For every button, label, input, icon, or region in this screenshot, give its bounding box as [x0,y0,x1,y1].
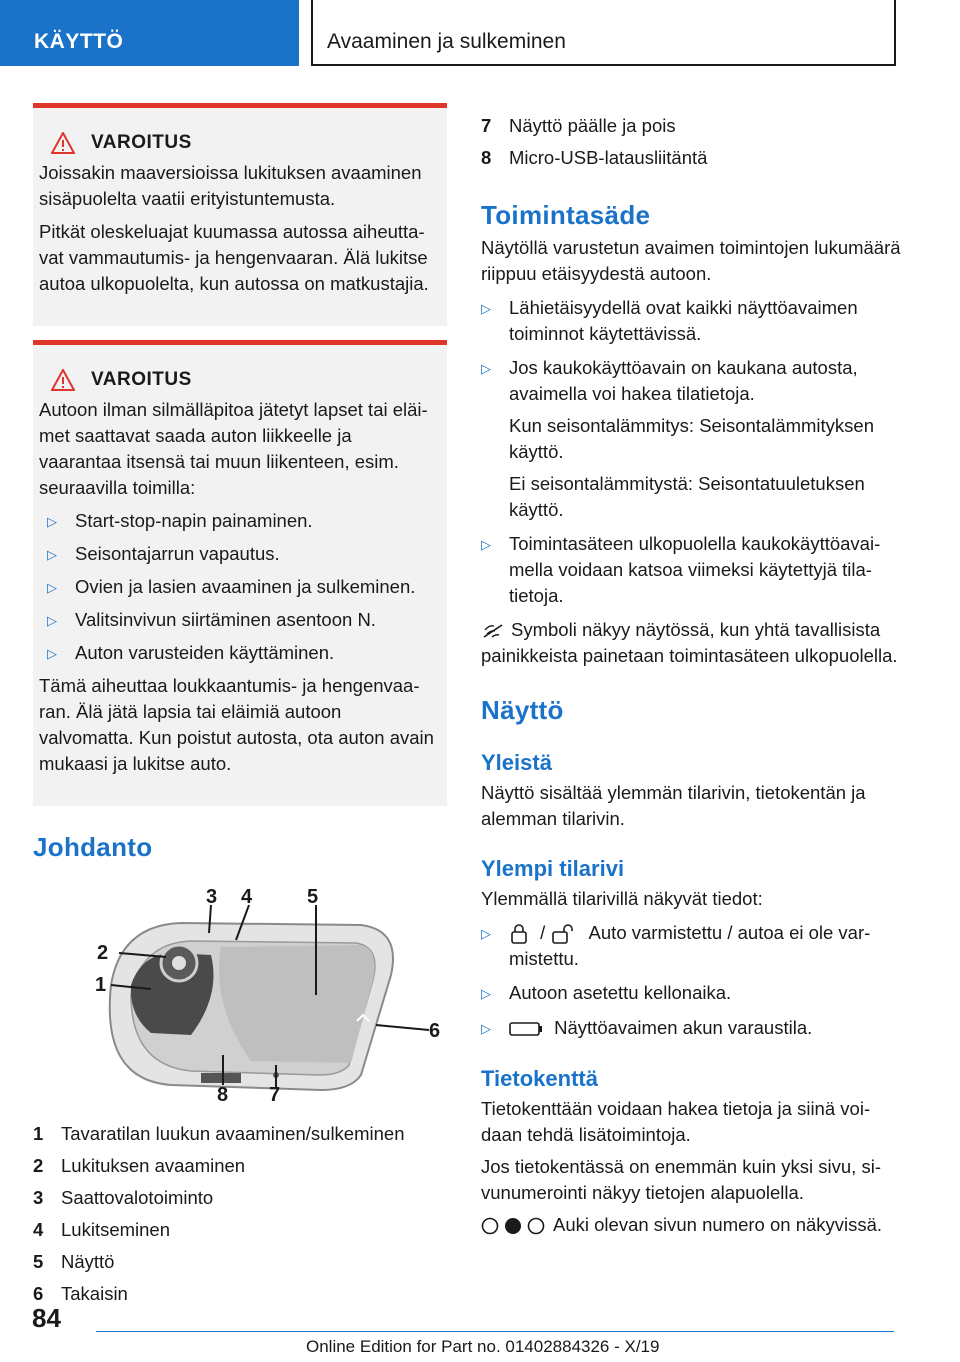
callout-7: 7 [269,1084,281,1103]
subheading-info-field: Tietokenttä [481,1066,598,1091]
triangle-bullet-icon: ▷ [481,361,491,376]
general-text: Näyttö sisältää ylemmän tilarivin, tietokentän ja alemman tilarivin. [481,782,866,829]
warning-box-2 [33,340,447,806]
page-dots-icon [481,1216,547,1236]
right-column [481,110,901,1238]
legend-item: 8 Micro-USB-latausliitäntä [481,147,708,168]
list-item: ▷ Toimintasäteen ulkopuolella kaukokäyttöavaimella voidaan katsoa viimeksi käytettyjä tilatietoja. [481,531,901,609]
legend-item: 1 Tavaratilan luukun avaaminen/sulkeminen [33,1123,405,1144]
triangle-bullet-icon: ▷ [481,1021,491,1036]
warning-triangle-icon [51,132,75,154]
upper-intro: Ylemmällä tilarivillä näkyvät tiedot: [481,888,763,909]
footer-edition: Online Edition for Part no. 01402884326 - X/19 [306,1337,660,1356]
warning-text: Joissakin maaversioissa lukituksen avaaminen sisäpuolelta vaatii erityistuntemusta. [39,162,422,209]
warning-text: Tämä aiheuttaa loukkaantumis- ja hengenvaaran. Älä jätä lapsia tai eläimiä autoon valvomatta. Kun poistut autosta, ota auton avain mukaasi ja lukitse auto. [39,675,434,774]
list-item: ▷ Jos kaukokäyttöavain on kaukana autosta, avaimella voi hakea tilatietoja. Kun seisontalämmitys: Seisontalämmityksen käyttö. Ei seisontalämmitystä: Seisontatuuletuksen käyttö. [481,355,901,523]
section-heading-display: Näyttö [481,695,564,725]
list-item: ▷ / Auto varmistettu / autoa ei ole varmistettu. [481,920,901,972]
list-item: ▷ Auton varusteiden käyttäminen. [47,640,439,667]
callout-8: 8 [217,1084,229,1103]
callout-6: 6 [429,1020,441,1042]
battery-icon [509,1021,543,1037]
callout-3: 3 [206,886,218,908]
list-item: ▷ Seisontajarrun vapautus. [47,541,439,568]
unlocked-icon [550,923,578,945]
callout-1: 1 [95,974,107,996]
key-illustration [110,923,393,1090]
legend-item: 5 Näyttö [33,1251,115,1272]
page-header [0,0,960,66]
warning-triangle-icon [51,369,75,391]
triangle-bullet-icon: ▷ [481,301,491,316]
range-list [481,295,901,609]
section-heading-intro: Johdanto [33,832,153,862]
field-text: Tietokenttään voidaan hakea tietoja ja siinä voidaan tehdä lisätoimintoja. [481,1098,871,1145]
symbol-note: Symboli näkyy näytössä, kun yhtä tavallisista painikkeista painetaan toimintasäteen ulkopuolella. [481,619,898,666]
list-item: ▷ Ovien ja lasien avaaminen ja sulkeminen. [47,574,439,601]
legend-list-right [481,110,901,174]
range-sub-text: Ei seisontalämmitystä: Seisontatuuletuksen käyttö. [509,473,865,520]
left-column [33,103,447,1310]
subheading-upper-status: Ylempi tilarivi [481,856,625,881]
section-tab: KÄYTTÖ [0,0,299,66]
triangle-bullet-icon: ▷ [47,580,57,595]
display-key-figure [61,885,445,1103]
page-number: 84 [32,1303,61,1333]
triangle-bullet-icon: ▷ [47,613,57,628]
warning-text: Autoon ilman silmälläpitoa jätetyt lapset tai eläimet saattavat saada auton liikkeelle ja vaarantaa itsensä tai muun liikenteen, esim. seuraavilla toimilla: [39,399,428,498]
legend-list-left [33,1118,447,1310]
warning-title: VAROITUS [91,132,192,153]
callout-4: 4 [241,886,253,908]
page-indicator-note: Auki olevan sivun numero on näkyvissä. [481,1212,901,1238]
triangle-bullet-icon: ▷ [481,986,491,1001]
locked-icon [509,923,529,945]
range-intro: Näytöllä varustetun avaimen toimintojen lukumäärä riippuu etäisyydestä autoon. [481,237,901,284]
list-item: ▷ Start-stop-napin painaminen. [47,508,439,535]
callout-2: 2 [97,942,109,964]
warning-text: Pitkät oleskeluajat kuumassa autossa aiheuttavat vammautumis- ja hengenvaaran. Älä lukitse autoa ulkopuolelta, kun autossa on matkustajia. [39,221,429,294]
warning-list [39,508,439,667]
triangle-bullet-icon: ▷ [47,514,57,529]
warning-title: VAROITUS [91,369,192,390]
chapter-title: Avaaminen ja sulkeminen [311,0,896,66]
list-item: ▷ Autoon asetettu kellonaika. [481,980,901,1007]
section-heading-range: Toimintasäde [481,200,651,230]
footer-divider [96,1331,894,1332]
list-item: ▷ Lähietäisyydellä ovat kaikki näyttöavaimen toiminnot käytettävissä. [481,295,901,347]
legend-item: 6 Takaisin [33,1283,128,1304]
list-item: ▷ Näyttöavaimen akun varaustila. [481,1015,901,1042]
triangle-bullet-icon: ▷ [481,537,491,552]
list-item: ▷ Valitsinvivun siirtäminen asentoon N. [47,607,439,634]
legend-item: 2 Lukituksen avaaminen [33,1155,246,1176]
triangle-bullet-icon: ▷ [47,547,57,562]
field-text: Jos tietokentässä on enemmän kuin yksi sivu, sivunumerointi näkyy tietojen alapuolella. [481,1156,881,1203]
legend-item: 4 Lukitseminen [33,1219,171,1240]
triangle-bullet-icon: ▷ [481,926,491,941]
warning-box-1 [33,103,447,326]
out-of-range-icon [481,622,505,640]
legend-item: 3 Saattovalotoiminto [33,1187,214,1208]
subheading-general: Yleistä [481,750,552,775]
triangle-bullet-icon: ▷ [47,646,57,661]
legend-item: 7 Näyttö päälle ja pois [481,115,676,136]
upper-status-list [481,920,901,1042]
callout-5: 5 [307,886,319,908]
range-sub-text: Kun seisontalämmitys: Seisontalämmityksen käyttö. [509,415,875,462]
icon-separator: / [540,922,546,943]
